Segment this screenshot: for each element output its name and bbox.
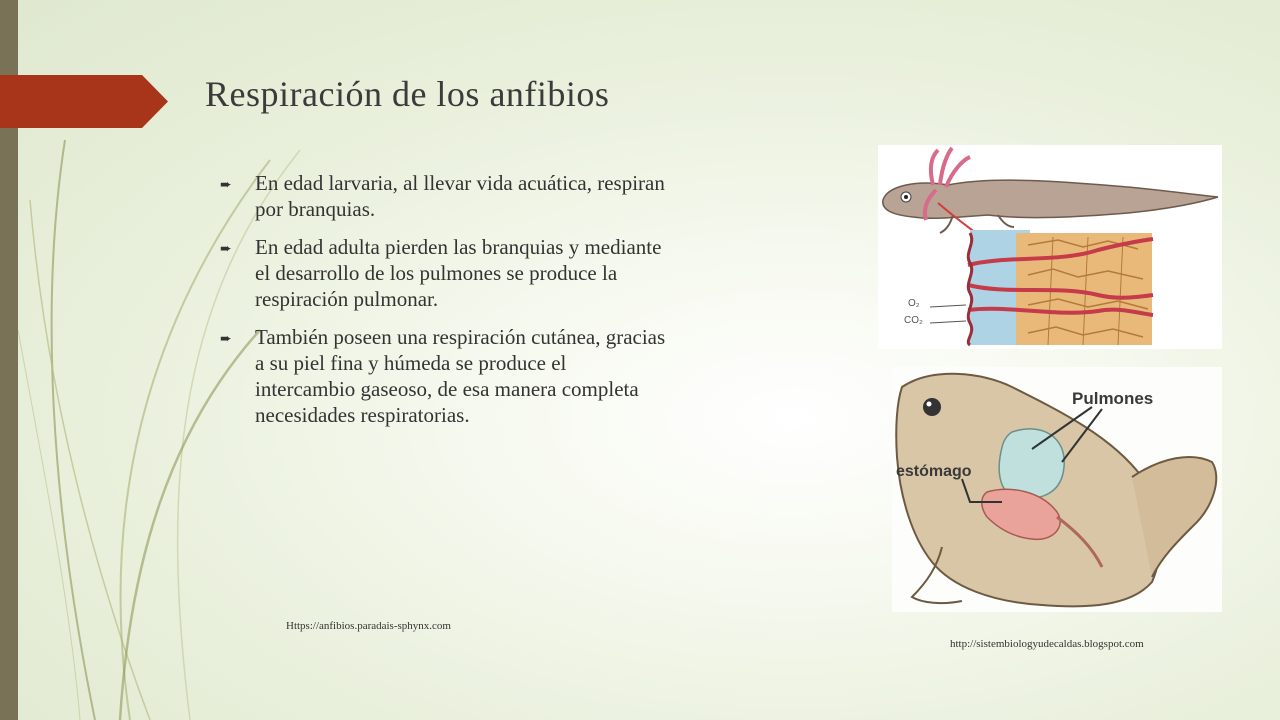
arrow-bullet-icon: ➨ [220, 331, 232, 347]
arrow-bullet-icon: ➨ [220, 241, 232, 257]
larva-gills-illustration [878, 145, 1222, 349]
bullet-item [220, 170, 670, 222]
larva-drawing [878, 145, 1222, 349]
bullet-item [220, 234, 670, 312]
pulmones-label: Pulmones [1072, 389, 1154, 408]
slide-title: Respiración de los anfibios [205, 74, 610, 114]
title-accent-band [0, 75, 168, 128]
frog-drawing [892, 367, 1222, 612]
co2-label: CO₂ [904, 315, 923, 326]
arrow-bullet-icon: ➨ [220, 177, 232, 193]
source-credit-right: http://sistembiologyudecaldas.blogspot.com [950, 638, 1144, 650]
bullet-text: En edad adulta pierden las branquias y mediante el desarrollo de los pulmones se produce la respiración pulmonar. [255, 235, 662, 311]
estomago-label: estómago [896, 463, 972, 480]
bullet-text: En edad larvaria, al llevar vida acuática, respiran por branquias. [255, 171, 665, 221]
o2-label: O₂ [908, 298, 920, 309]
bullet-item [220, 324, 670, 428]
source-credit-left: Https://anfibios.paradais-sphynx.com [286, 620, 451, 632]
frog-anatomy-illustration [892, 367, 1222, 612]
bullet-text: También poseen una respiración cutánea, gracias a su piel fina y húmeda se produce el intercambio gaseoso, de esa manera completa necesidades respiratorias. [255, 325, 666, 427]
bullet-list [220, 170, 670, 440]
